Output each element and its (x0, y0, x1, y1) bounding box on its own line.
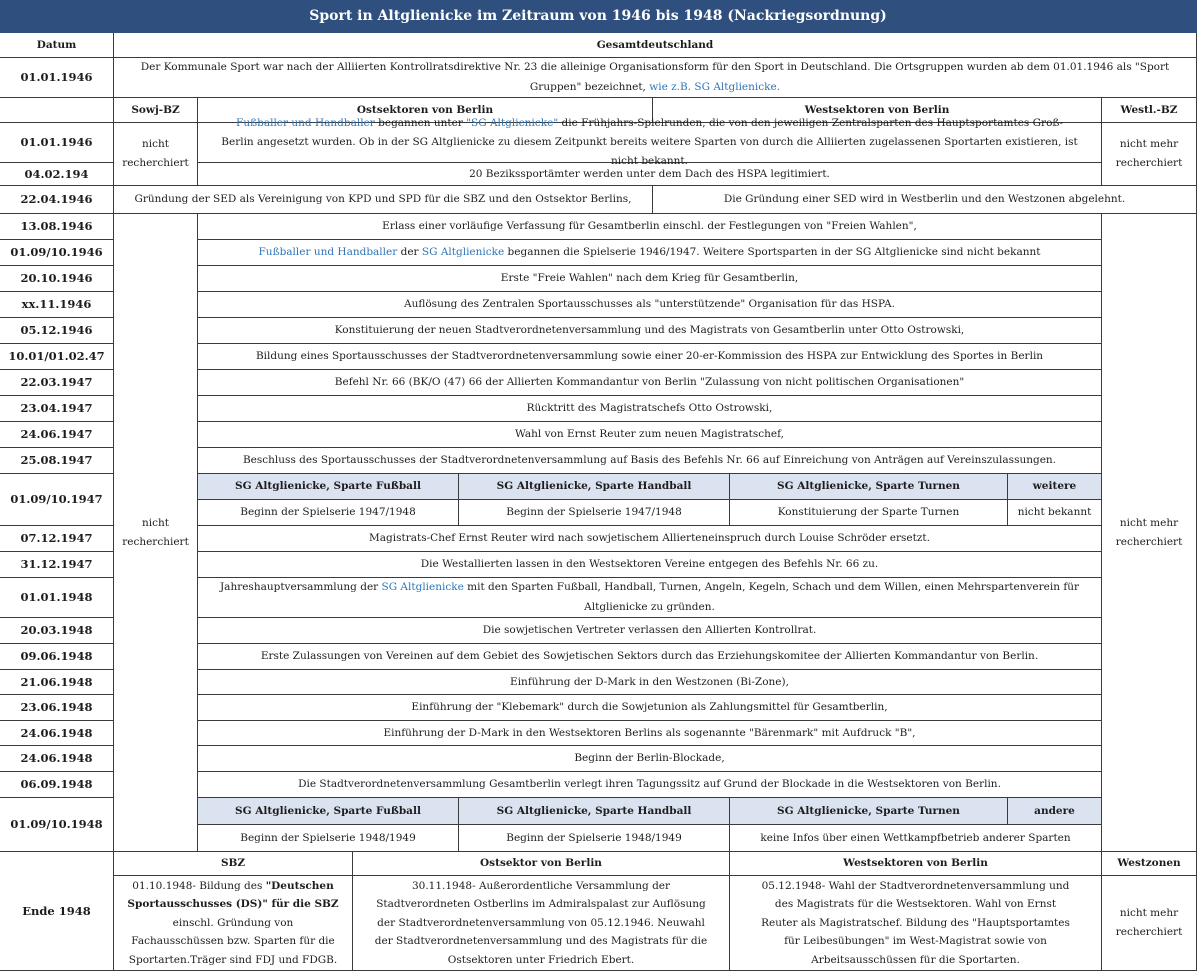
date-cell: 05.12.1946 (0, 318, 114, 344)
date-cell: 09.06.1948 (0, 644, 114, 670)
column-header-gesamtdeutschland: Gesamtdeutschland (114, 33, 1197, 58)
sparte-value-fussball: Beginn der Spielserie 1948/1949 (198, 825, 459, 852)
event-link[interactable]: Fußballer und Handballer (236, 116, 375, 129)
sparte-value-andere: keine Infos über einen Wettkampfbetrieb anderer Sparten (730, 825, 1102, 852)
date-cell: xx.11.1946 (0, 292, 114, 318)
event-text: Die Westallierten lassen in den Westsektoren Vereine entgegen des Befehls Nr. 66 zu. (198, 552, 1102, 578)
date-cell: 22.03.1947 (0, 370, 114, 396)
event-text: Die sowjetischen Vertreter verlassen den Allierten Kontrollrat. (198, 618, 1102, 644)
date-cell: 10.01/01.02.47 (0, 344, 114, 370)
event-text-part: mit den Sparten Fußball, Handball, Turnen, Angeln, Kegeln, Schach und dem Willen, einen Mehrspartenverein für Altglienicke zu gründen. (463, 581, 1080, 613)
sg-altglienicke-link[interactable]: SG Altglienicke (381, 581, 464, 594)
sparte-header-turnen: SG Altglienicke, Sparte Turnen (730, 798, 1008, 825)
event-text: Rücktritt des Magistratschefs Otto Ostrowski, (198, 396, 1102, 422)
date-cell: 23.06.1948 (0, 695, 114, 721)
date-cell: 24.06.1947 (0, 422, 114, 448)
event-text: Erste Zulassungen von Vereinen auf dem Gebiet des Sowjetischen Sektors durch das Erziehungskomitee der Allierten Kommandantur von Berlin. (198, 644, 1102, 670)
date-cell: 24.06.1948 (0, 746, 114, 772)
sparte-header-fussball: SG Altglienicke, Sparte Fußball (198, 474, 459, 500)
sg-altglienicke-link[interactable]: wie z.B. SG Altglienicke. (649, 80, 781, 93)
date-cell: 04.02.194 (0, 163, 114, 186)
nicht-recherchiert-cell: nicht recherchiert (114, 214, 198, 852)
sparte-header-fussball: SG Altglienicke, Sparte Fußball (198, 798, 459, 825)
intro-text-body: Der Kommunale Sport war nach der Alliierten Kontrollratsdirektive Nr. 23 die alleinige Organisationsform für den Sport in Deutschland. Die Ortsgruppen wurden ab dem 01.01.1946 als "Sport Gruppen" bezeichnet, (140, 61, 1170, 93)
date-cell: 01.01.1946 (0, 58, 114, 98)
sparte-header-handball: SG Altglienicke, Sparte Handball (459, 474, 730, 500)
sbz-text-part: einschl. Gründung von Fachausschüssen bzw. Sparten für die Sportarten.Träger sind FDJ und FDGB. (128, 916, 338, 966)
date-cell: 13.08.1946 (0, 214, 114, 240)
sparte-value-handball: Beginn der Spielserie 1948/1949 (459, 825, 730, 852)
date-cell: 01.09/10.1946 (0, 240, 114, 266)
date-cell: 01.09/10.1948 (0, 798, 114, 852)
event-text: Bildung eines Sportausschusses der Stadtverordnetenversammlung sowie einer 20-er-Kommission des HSPA zur Entwicklung des Sportes in Berlin (198, 344, 1102, 370)
date-cell: 07.12.1947 (0, 526, 114, 552)
date-cell: 01.09/10.1947 (0, 474, 114, 526)
zone-header-ostsektor: Ostsektor von Berlin (353, 852, 730, 876)
ostsektor-text: 30.11.1948- Außerordentliche Versammlung der Stadtverordneten Ostberlins im Admiralspalast zur Auflösung der Stadtverordnetenversammlung von 05.12.1946. Neuwahl der Stadtverordnetenversammlung und des Magistrats für die Ostsektoren unter Friedrich Ebert. (353, 876, 730, 971)
nicht-mehr-recherchiert-cell: nicht mehr recherchiert (1102, 214, 1197, 852)
event-text: Auflösung des Zentralen Sportausschusses als "unterstützende" Organisation für das HSPA. (198, 292, 1102, 318)
sbz-text-part: 01.10.1948- Bildung des (132, 879, 266, 892)
event-text-part: begannen die Spielserie 1946/1947. Weitere Sportsparten in der SG Altglienicke sind nicht bekannt (504, 246, 1041, 258)
sbz-text-bold: "Deutschen Sportausschusses (DS)" für die SBZ (127, 879, 339, 911)
sparte-header-weitere: weitere (1008, 474, 1102, 500)
date-cell: 20.03.1948 (0, 618, 114, 644)
date-cell: 20.10.1946 (0, 266, 114, 292)
event-text-right: Die Gründung einer SED wird in Westberlin und den Westzonen abgelehnt. (653, 186, 1197, 214)
event-text-part: der (397, 246, 422, 258)
date-cell: 21.06.1948 (0, 670, 114, 695)
date-cell: 25.08.1947 (0, 448, 114, 474)
intro-text (114, 58, 1197, 98)
event-link[interactable]: Fußballer und Handballer (258, 246, 398, 258)
event-text-left: Gründung der SED als Vereinigung von KPD und SPD für die SBZ und den Ostsektor Berlins, (114, 186, 653, 214)
event-text-part: begannen unter (374, 116, 467, 129)
event-text: Einführung der "Klebemark" durch die Sowjetunion als Zahlungsmittel für Gesamtberlin, (198, 695, 1102, 721)
date-cell: 01.01.1946 (0, 123, 114, 163)
event-text: Einführung der D-Mark in den Westzonen (Bi-Zone), (198, 670, 1102, 695)
zone-header-westl-bz: Westl.-BZ (1102, 98, 1197, 123)
zone-header-westzonen: Westzonen (1102, 852, 1197, 876)
sparte-value-turnen: Konstituierung der Sparte Turnen (730, 500, 1008, 526)
sparte-value-fussball: Beginn der Spielserie 1947/1948 (198, 500, 459, 526)
event-text: Einführung der D-Mark in den Westsektoren Berlins als sogenannte "Bärenmark" mit Aufdruck "B", (198, 721, 1102, 746)
date-cell: 24.06.1948 (0, 721, 114, 746)
event-text: Erste "Freie Wahlen" nach dem Krieg für Gesamtberlin, (198, 266, 1102, 292)
zone-header-sowj-bz: Sowj-BZ (114, 98, 198, 123)
zone-header-westsektoren: Westsektoren von Berlin (730, 852, 1102, 876)
blank-cell (0, 98, 114, 123)
sparte-header-andere: andere (1008, 798, 1102, 825)
zone-header-westsektoren: Westsektoren von Berlin (653, 98, 1102, 123)
sparte-value-weitere: nicht bekannt (1008, 500, 1102, 526)
westsektoren-text: 05.12.1948- Wahl der Stadtverordnetenversammlung und des Magistrats für die Westsektoren. Wahl von Ernst Reuter als Magistratschef. Bildung des "Hauptsportamtes für Leibesübungen" im West-Magistrat sowie von Arbeitsausschüssen für die Sportarten. (730, 876, 1102, 971)
nicht-mehr-recherchiert-cell: nicht mehr recherchiert (1102, 876, 1197, 971)
zone-header-sbz: SBZ (114, 852, 353, 876)
event-text-part: die Frühjahrs-Spielrunden, die von den jeweiligen Zentralsparten des Hauptsportamtes Groß-Berlin angesetzt wurden. Ob in der SG Altglienicke zu diesem Zeitpunkt bereits weitere Sparten von durch die Alliierten zugelassenen Sportarten existieren, ist nicht bekannt. (221, 116, 1078, 168)
event-text (198, 240, 1102, 266)
date-cell: 22.04.1946 (0, 186, 114, 214)
nicht-recherchiert-cell: nicht recherchiert (114, 123, 198, 186)
column-header-datum: Datum (0, 33, 114, 58)
event-text: Beginn der Berlin-Blockade, (198, 746, 1102, 772)
event-text: Die Stadtverordnetenversammlung Gesamtberlin verlegt ihren Tagungssitz auf Grund der Blockade in die Westsektoren von Berlin. (198, 772, 1102, 798)
table-title: Sport in Altglienicke im Zeitraum von 1946 bis 1948 (Nackriegsordnung) (0, 0, 1197, 33)
event-text: Konstituierung der neuen Stadtverordnetenversammlung und des Magistrats von Gesamtberlin unter Otto Ostrowski, (198, 318, 1102, 344)
event-text: Befehl Nr. 66 (BK/O (47) 66 der Allierten Kommandantur von Berlin "Zulassung von nicht politischen Organisationen" (198, 370, 1102, 396)
event-text (198, 578, 1102, 618)
event-text: Wahl von Ernst Reuter zum neuen Magistratschef, (198, 422, 1102, 448)
nicht-mehr-recherchiert-cell: nicht mehr recherchiert (1102, 123, 1197, 186)
event-text: Erlass einer vorläufige Verfassung für Gesamtberlin einschl. der Festlegungen von "Freien Wahlen", (198, 214, 1102, 240)
event-text: Magistrats-Chef Ernst Reuter wird nach sowjetischem Allierteneinspruch durch Louise Schröder ersetzt. (198, 526, 1102, 552)
sbz-text (114, 876, 353, 971)
sg-altglienicke-link[interactable]: "SG Altglienicke" (466, 116, 559, 129)
date-cell: 31.12.1947 (0, 552, 114, 578)
date-cell: 01.01.1948 (0, 578, 114, 618)
event-text-part: Jahreshauptversammlung der (219, 581, 382, 594)
event-text: Beschluss des Sportausschusses der Stadtverordnetenversammlung auf Basis des Befehls Nr. 66 auf Einreichung von Anträgen auf Vereinszulassungen. (198, 448, 1102, 474)
sparte-header-turnen: SG Altglienicke, Sparte Turnen (730, 474, 1008, 500)
zone-header-ostsektoren: Ostsektoren von Berlin (198, 98, 653, 123)
date-cell: 23.04.1947 (0, 396, 114, 422)
sparte-header-handball: SG Altglienicke, Sparte Handball (459, 798, 730, 825)
sg-altglienicke-link[interactable]: SG Altglienicke (421, 246, 505, 258)
date-cell: Ende 1948 (0, 852, 114, 971)
date-cell: 06.09.1948 (0, 772, 114, 798)
event-text (198, 116, 1102, 168)
sparte-value-handball: Beginn der Spielserie 1947/1948 (459, 500, 730, 526)
event-text: 20 Bezikssportämter werden unter dem Dach des HSPA legitimiert. (198, 163, 1102, 186)
